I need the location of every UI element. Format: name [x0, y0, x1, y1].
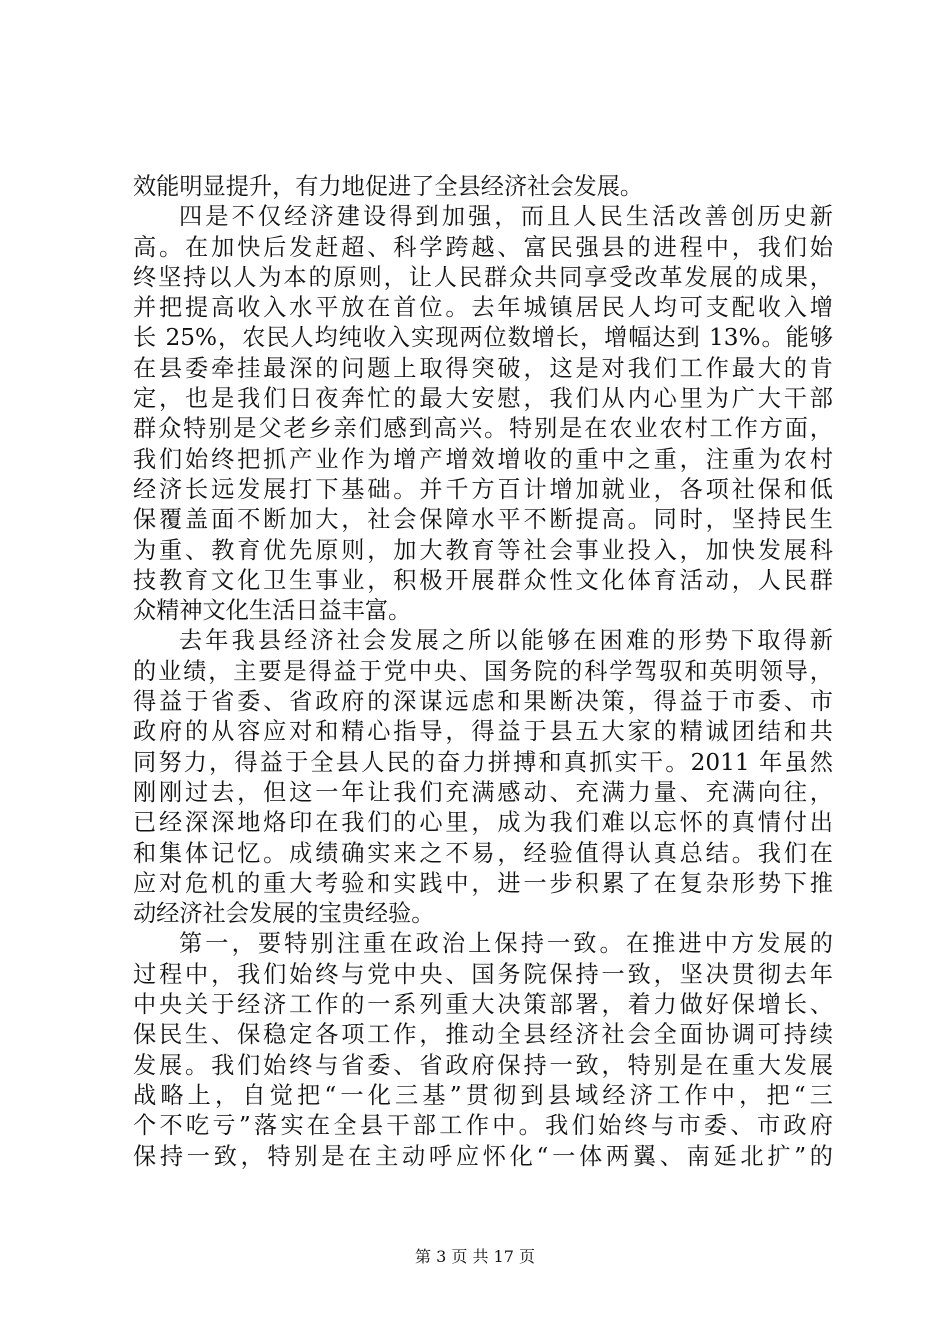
text-line: 战略上，自觉把“一化三基”贯彻到县域经济工作中，把“三 — [133, 1081, 833, 1109]
text-line: 为重、教育优先原则，加大教育等社会事业投入，加快发展科 — [133, 536, 833, 564]
text-line: 在县委牵挂最深的问题上取得突破，这是对我们工作最大的肯 — [133, 354, 833, 382]
text-line: 第一，要特别注重在政治上保持一致。在推进中方发展的 — [179, 930, 833, 958]
text-line: 效能明显提升，有力地促进了全县经济社会发展。 — [133, 173, 644, 200]
text-line: 和集体记忆。成绩确实来之不易，经验值得认真总结。我们在 — [133, 839, 833, 867]
paragraph — [133, 202, 833, 626]
text-line: 众精神文化生活日益丰富。 — [133, 597, 412, 625]
text-line: 技教育文化卫生事业，积极开展群众性文化体育活动，人民群 — [133, 566, 833, 594]
paragraph — [133, 626, 833, 929]
document-body — [133, 172, 833, 1172]
text-line: 终坚持以人为本的原则，让人民群众共同享受改革发展的成果， — [133, 263, 833, 291]
text-line: 同努力，得益于全县人民的奋力拼搏和真抓实干。2011 年虽然 — [133, 748, 833, 776]
text-line: 政府的从容应对和精心指导，得益于县五大家的精诚团结和共 — [133, 718, 833, 746]
text-line: 定，也是我们日夜奔忙的最大安慰，我们从内心里为广大干部 — [133, 385, 833, 413]
text-line: 个不吃亏”落实在全县干部工作中。我们始终与市委、市政府 — [133, 1112, 833, 1140]
text-line: 已经深深地烙印在我们的心里，成为我们难以忘怀的真情付出 — [133, 809, 833, 837]
page-footer: 第 3 页 共 17 页 — [415, 1247, 535, 1266]
text-line: 群众特别是父老乡亲们感到高兴。特别是在农业农村工作方面， — [133, 415, 833, 443]
text-line: 刚刚过去，但这一年让我们充满感动、充满力量、充满向往， — [133, 778, 833, 806]
text-line: 高。在加快后发赶超、科学跨越、富民强县的进程中，我们始 — [133, 233, 833, 261]
text-line: 我们始终把抓产业作为增产增效增收的重中之重，注重为农村 — [133, 445, 833, 473]
text-line: 经济长远发展打下基础。并千方百计增加就业，各项社保和低 — [133, 475, 833, 503]
text-line: 四是不仅经济建设得到加强，而且人民生活改善创历史新 — [179, 203, 833, 231]
text-line: 并把提高收入水平放在首位。去年城镇居民人均可支配收入增 — [133, 294, 833, 322]
text-line: 保持一致，特别是在主动呼应怀化“一体两翼、南延北扩”的 — [133, 1142, 833, 1170]
text-line: 的业绩，主要是得益于党中央、国务院的科学驾驭和英明领导， — [133, 657, 833, 685]
text-line: 去年我县经济社会发展之所以能够在困难的形势下取得新 — [179, 627, 833, 655]
text-line: 中央关于经济工作的一系列重大决策部署，着力做好保增长、 — [133, 991, 833, 1019]
text-line: 发展。我们始终与省委、省政府保持一致，特别是在重大发展 — [133, 1051, 833, 1079]
text-line: 动经济社会发展的宝贵经验。 — [133, 900, 435, 928]
text-line: 应对危机的重大考验和实践中，进一步积累了在复杂形势下推 — [133, 869, 833, 897]
text-line: 过程中，我们始终与党中央、国务院保持一致，坚决贯彻去年 — [133, 960, 833, 988]
text-line: 得益于省委、省政府的深谋远虑和果断决策，得益于市委、市 — [133, 688, 833, 716]
text-line: 保民生、保稳定各项工作，推动全县经济社会全面协调可持续 — [133, 1021, 833, 1049]
paragraph — [133, 172, 833, 202]
text-line: 保覆盖面不断加大，社会保障水平不断提高。同时，坚持民生 — [133, 506, 833, 534]
text-line: 长 25%，农民人均纯收入实现两位数增长，增幅达到 13%。能够 — [133, 324, 833, 352]
paragraph — [133, 929, 833, 1171]
